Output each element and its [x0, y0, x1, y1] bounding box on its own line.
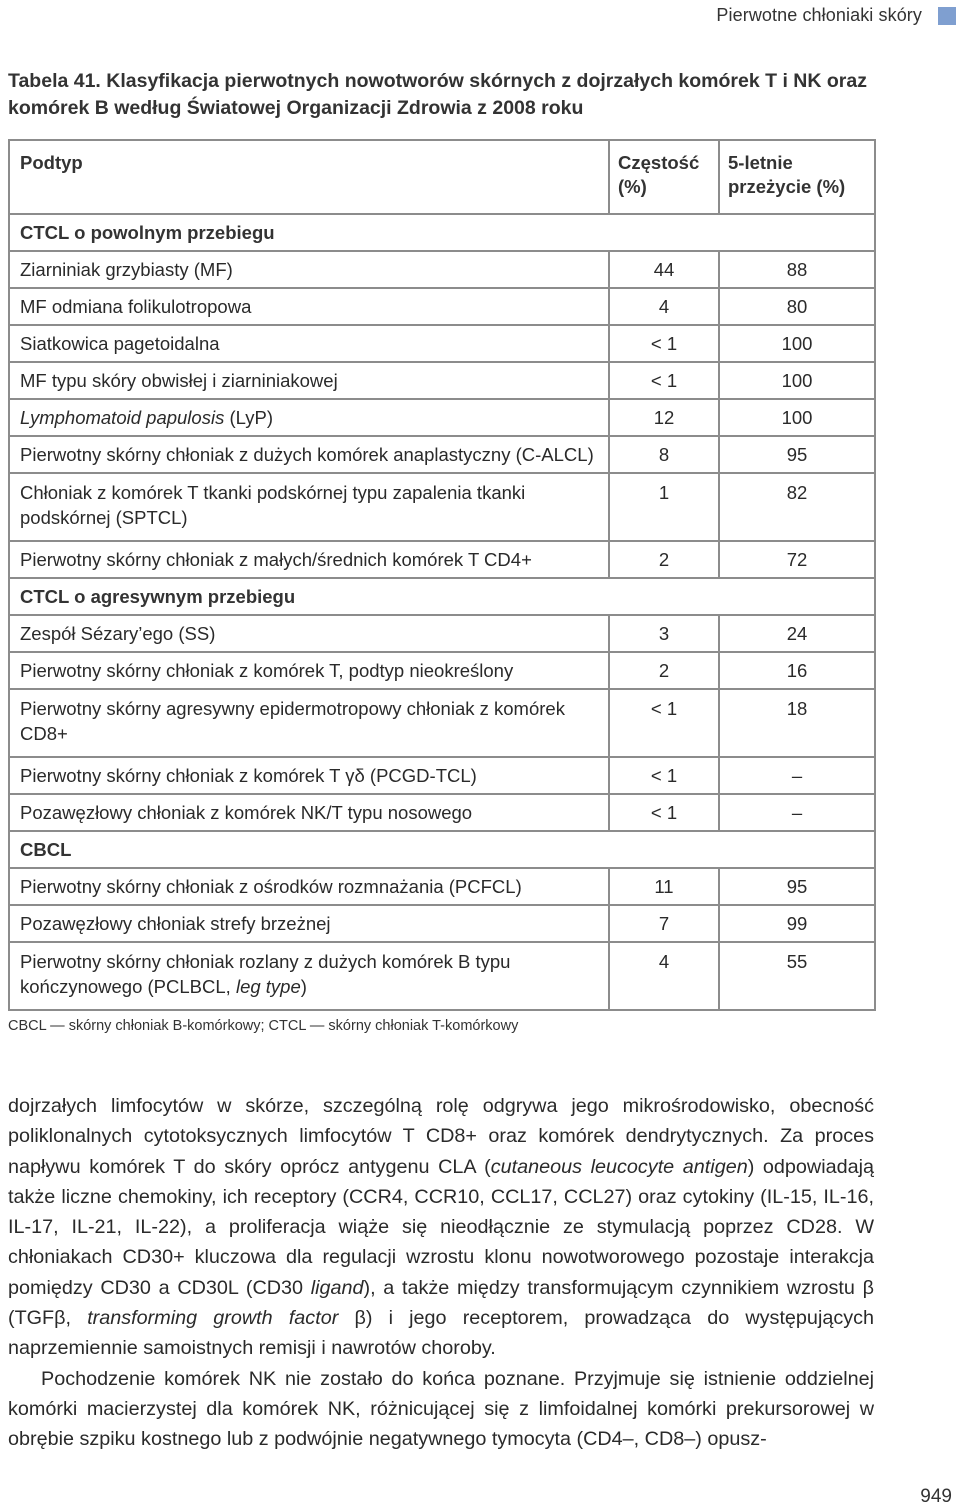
subtype-italic-term: leg type — [235, 976, 301, 997]
survival-cell: 16 — [719, 652, 875, 689]
text-run: β) i jego receptorem, prowadząca do występujących naprzemiennie samoistnych remisji i nawrotów choroby. — [8, 1307, 875, 1360]
table-row — [9, 689, 875, 757]
table-row — [9, 541, 875, 578]
table-row — [9, 473, 875, 541]
subtype-close-paren: ) — [300, 976, 307, 997]
header-subtype: Podtyp — [9, 140, 609, 214]
text-run: ) odpowiadają także liczne chemokiny, ich receptory (CCR4, CCR10, CCL17, CCL27) oraz cytokiny (IL-15, IL-16, IL-17, IL-21, IL-22), a proliferacja wiąże się nieodłącznie ze stymulacją poprzez CD28. W chłoniakach CD30+ kluczowa dla regulacji wzrostu klonu nowotworowego pozostaje interakcja pomiędzy CD30 a CD30L (CD30 — [8, 1155, 874, 1299]
frequency-cell: < 1 — [609, 689, 719, 757]
survival-cell: 100 — [719, 399, 875, 436]
table-row — [9, 288, 875, 325]
table-row — [9, 615, 875, 652]
italic-term: transforming growth factor — [87, 1307, 339, 1330]
section-row — [9, 831, 875, 868]
survival-cell: 100 — [719, 325, 875, 362]
page-number: 949 — [920, 1486, 952, 1507]
subtype-cell: Siatkowica pagetoidalna — [9, 325, 609, 362]
table-row — [9, 905, 875, 942]
header-accent-square — [938, 7, 956, 25]
table-row — [9, 436, 875, 473]
subtype-cell: Ziarniniak grzybiasty (MF) — [9, 251, 609, 288]
survival-cell: 72 — [719, 541, 875, 578]
frequency-cell: < 1 — [609, 325, 719, 362]
table-header-row — [9, 140, 875, 214]
subtype-cell: Pozawęzłowy chłoniak z komórek NK/T typu nosowego — [9, 794, 609, 831]
table-row — [9, 942, 875, 1010]
subtype-cell — [9, 942, 609, 1010]
frequency-cell: 3 — [609, 615, 719, 652]
frequency-cell: 1 — [609, 473, 719, 541]
subtype-cell: Pozawęzłowy chłoniak strefy brzeżnej — [9, 905, 609, 942]
table-row — [9, 868, 875, 905]
frequency-cell: < 1 — [609, 794, 719, 831]
survival-cell: 82 — [719, 473, 875, 541]
frequency-cell: 11 — [609, 868, 719, 905]
italic-term: cutaneous leucocyte antigen — [490, 1155, 748, 1178]
table-row — [9, 362, 875, 399]
table-row — [9, 794, 875, 831]
survival-cell: – — [719, 757, 875, 794]
body-text — [8, 1091, 874, 1455]
section-title: CTCL o agresywnym przebiegu — [9, 578, 875, 615]
frequency-cell: 2 — [609, 652, 719, 689]
section-title: CTCL o powolnym przebiegu — [9, 214, 875, 251]
subtype-abbrev: (LyP) — [224, 406, 273, 428]
section-row — [9, 578, 875, 615]
survival-cell: 88 — [719, 251, 875, 288]
survival-cell: 55 — [719, 942, 875, 1010]
frequency-cell: < 1 — [609, 757, 719, 794]
table-row — [9, 325, 875, 362]
table-row — [9, 251, 875, 288]
survival-cell: 99 — [719, 905, 875, 942]
frequency-cell: 4 — [609, 942, 719, 1010]
paragraph: Pochodzenie komórek NK nie zostało do końca poznane. Przyjmuje się istnienie oddzielnej komórki macierzystej dla komórek NK, różnicującej się z limfoidalnej komórki prekursorowej w obrębie szpiku kostnego lub z podwójnie negatywnego tymocyta (CD4–, CD8–) opusz- — [8, 1367, 874, 1451]
table-row — [9, 757, 875, 794]
subtype-cell: Pierwotny skórny chłoniak z komórek T γδ (PCGD-TCL) — [9, 757, 609, 794]
survival-cell: 95 — [719, 868, 875, 905]
text-run: dojrzałych limfocytów w skórze, szczególną rolę odgrywa jego mikrośrodowisko, obecność poliklonalnych cytotoksycznych limfocytów T CD8+ oraz komórek dendrytycznych. Za proces napływu komórek T do skóry oprócz antygenu CLA ( — [8, 1095, 874, 1178]
frequency-cell: 7 — [609, 905, 719, 942]
survival-cell: 80 — [719, 288, 875, 325]
subtype-cell: Pierwotny skórny chłoniak z małych/średnich komórek T CD4+ — [9, 541, 609, 578]
frequency-cell: 4 — [609, 288, 719, 325]
table-row — [9, 652, 875, 689]
header-frequency: Częstość (%) — [609, 140, 719, 214]
survival-cell: 24 — [719, 615, 875, 652]
paragraph — [8, 1091, 874, 1364]
header-survival: 5-letnie przeżycie (%) — [719, 140, 875, 214]
running-header: Pierwotne chłoniaki skóry — [716, 5, 922, 25]
subtype-text: Pierwotny skórny chłoniak rozlany z dużych komórek B typu kończynowego (PCLBCL, — [20, 951, 511, 997]
survival-cell: – — [719, 794, 875, 831]
subtype-cell: Pierwotny skórny chłoniak z komórek T, podtyp nieokreślony — [9, 652, 609, 689]
table-caption: Tabela 41. Klasyfikacja pierwotnych nowotworów skórnych z dojrzałych komórek T i NK oraz komórek B według Światowej Organizacji Zdrowia z 2008 roku — [8, 70, 867, 119]
survival-cell: 18 — [719, 689, 875, 757]
text-run: ), a także między transformującym czynnikiem wzrostu β (TGFβ, — [8, 1276, 874, 1330]
subtype-cell: Pierwotny skórny chłoniak z ośrodków rozmnażania (PCFCL) — [9, 868, 609, 905]
subtype-cell: Pierwotny skórny chłoniak z dużych komórek anaplastyczny (C-ALCL) — [9, 436, 609, 473]
frequency-cell: 2 — [609, 541, 719, 578]
subtype-cell: MF odmiana folikulotropowa — [9, 288, 609, 325]
subtype-cell: Chłoniak z komórek T tkanki podskórnej typu zapalenia tkanki podskórnej (SPTCL) — [9, 473, 609, 541]
subtype-cell — [9, 399, 609, 436]
section-title: CBCL — [9, 831, 875, 868]
section-row — [9, 214, 875, 251]
italic-term: ligand — [310, 1276, 364, 1299]
subtype-italic-name: Lymphomatoid papulosis — [20, 406, 225, 428]
subtype-cell: MF typu skóry obwisłej i ziarniniakowej — [9, 362, 609, 399]
frequency-cell: 12 — [609, 399, 719, 436]
subtype-cell: Zespół Sézary’ego (SS) — [9, 615, 609, 652]
frequency-cell: < 1 — [609, 362, 719, 399]
table-footnote: CBCL — skórny chłoniak B-komórkowy; CTCL — skórny chłoniak T-komórkowy — [8, 1018, 519, 1034]
survival-cell: 95 — [719, 436, 875, 473]
frequency-cell: 44 — [609, 251, 719, 288]
classification-table — [8, 139, 876, 1011]
table-row — [9, 399, 875, 436]
subtype-cell: Pierwotny skórny agresywny epidermotropowy chłoniak z komórek CD8+ — [9, 689, 609, 757]
frequency-cell: 8 — [609, 436, 719, 473]
survival-cell: 100 — [719, 362, 875, 399]
